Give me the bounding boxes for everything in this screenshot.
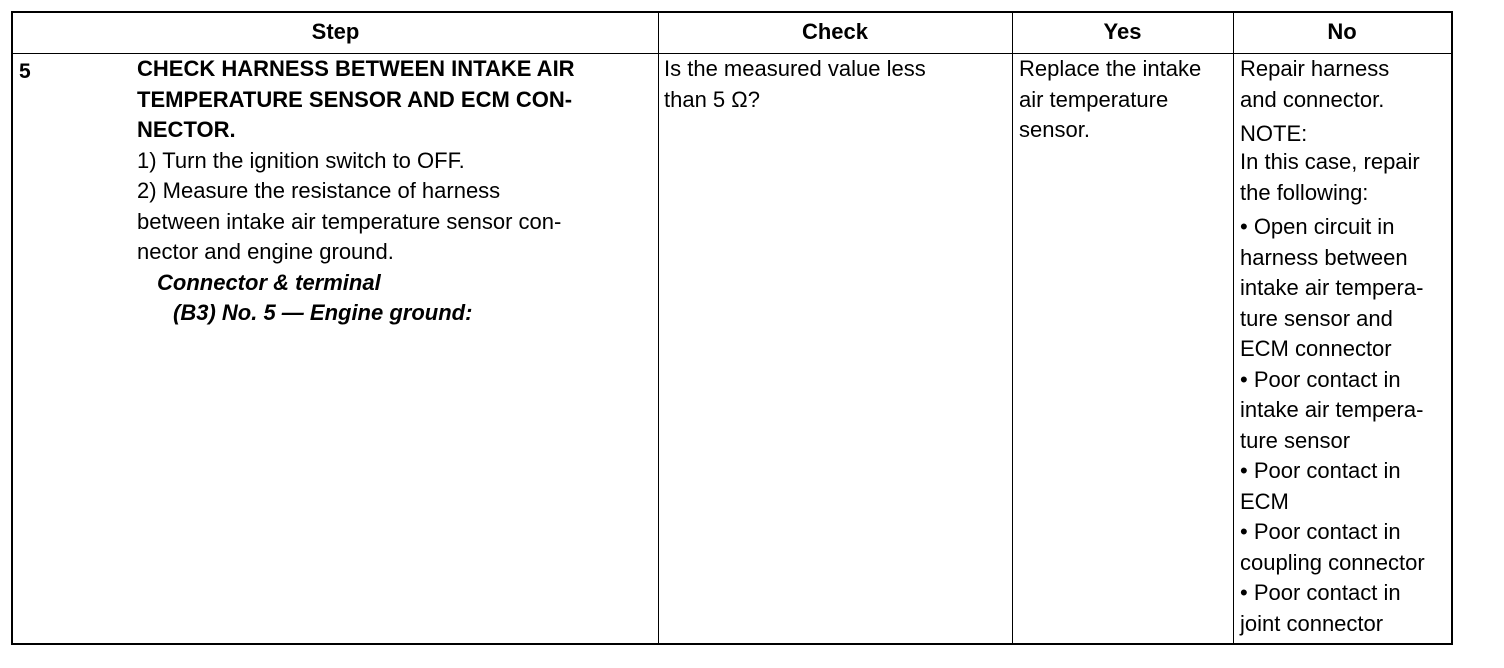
header-step: Step — [311, 19, 360, 44]
note-line: the following: — [1240, 179, 1369, 205]
step-instruction: nector and engine ground. — [137, 239, 394, 264]
note-label: NOTE: — [1240, 121, 1308, 146]
bullet-line: ECM connector — [1240, 336, 1392, 361]
step-title — [137, 54, 657, 146]
step-title-line: NECTOR. — [137, 117, 236, 142]
diagnostic-table — [11, 11, 1453, 645]
bullet-line: ture sensor — [1240, 427, 1351, 453]
bullet-line: ture sensor and — [1240, 305, 1393, 331]
repair-bullet-list — [1240, 212, 1455, 639]
step-description — [137, 54, 657, 329]
bullet-line: ECM — [1240, 488, 1289, 514]
step-number: 5 — [19, 60, 31, 83]
yes-line: air temperature — [1019, 86, 1169, 112]
bullet-line: • Open circuit in — [1240, 214, 1395, 239]
bullet-line: • Poor contact in — [1240, 519, 1401, 544]
step-title-line: TEMPERATURE SENSOR AND ECM CON- — [137, 86, 573, 112]
no-intro-line: and connector. — [1240, 86, 1385, 112]
bullet-line: intake air tempera- — [1240, 397, 1424, 422]
bullet-line: intake air tempera- — [1240, 275, 1424, 300]
header-no: No — [1327, 19, 1357, 44]
step-instruction: between intake air temperature sensor con- — [137, 208, 562, 234]
bullet-line: harness between — [1240, 244, 1408, 270]
header-yes: Yes — [1103, 19, 1142, 44]
yes-line: Replace the intake — [1019, 56, 1202, 81]
step-instruction: 2) Measure the resistance of harness — [137, 178, 501, 203]
note-line: In this case, repair — [1240, 149, 1420, 174]
connector-label: Connector & terminal — [157, 269, 381, 295]
check-line: Is the measured value less — [664, 56, 926, 81]
no-action — [1240, 54, 1455, 639]
yes-action — [1019, 54, 1234, 146]
bullet-line: • Poor contact in — [1240, 366, 1401, 392]
column-divider-check-yes — [1012, 13, 1013, 643]
header-check: Check — [801, 19, 869, 44]
connector-value: (B3) No. 5 — Engine ground: — [173, 300, 473, 325]
check-description — [664, 54, 1004, 115]
yes-line: sensor. — [1019, 117, 1090, 142]
step-title-line: CHECK HARNESS BETWEEN INTAKE AIR — [137, 56, 575, 81]
check-line: than 5 Ω? — [664, 86, 760, 112]
bullet-line: coupling connector — [1240, 549, 1425, 575]
bullet-line: • Poor contact in — [1240, 458, 1401, 483]
no-intro-line: Repair harness — [1240, 56, 1390, 81]
step-instruction: 1) Turn the ignition switch to OFF. — [137, 147, 465, 173]
column-divider-step-check — [658, 13, 659, 643]
bullet-line: • Poor contact in — [1240, 580, 1401, 605]
bullet-line: joint connector — [1240, 610, 1384, 636]
